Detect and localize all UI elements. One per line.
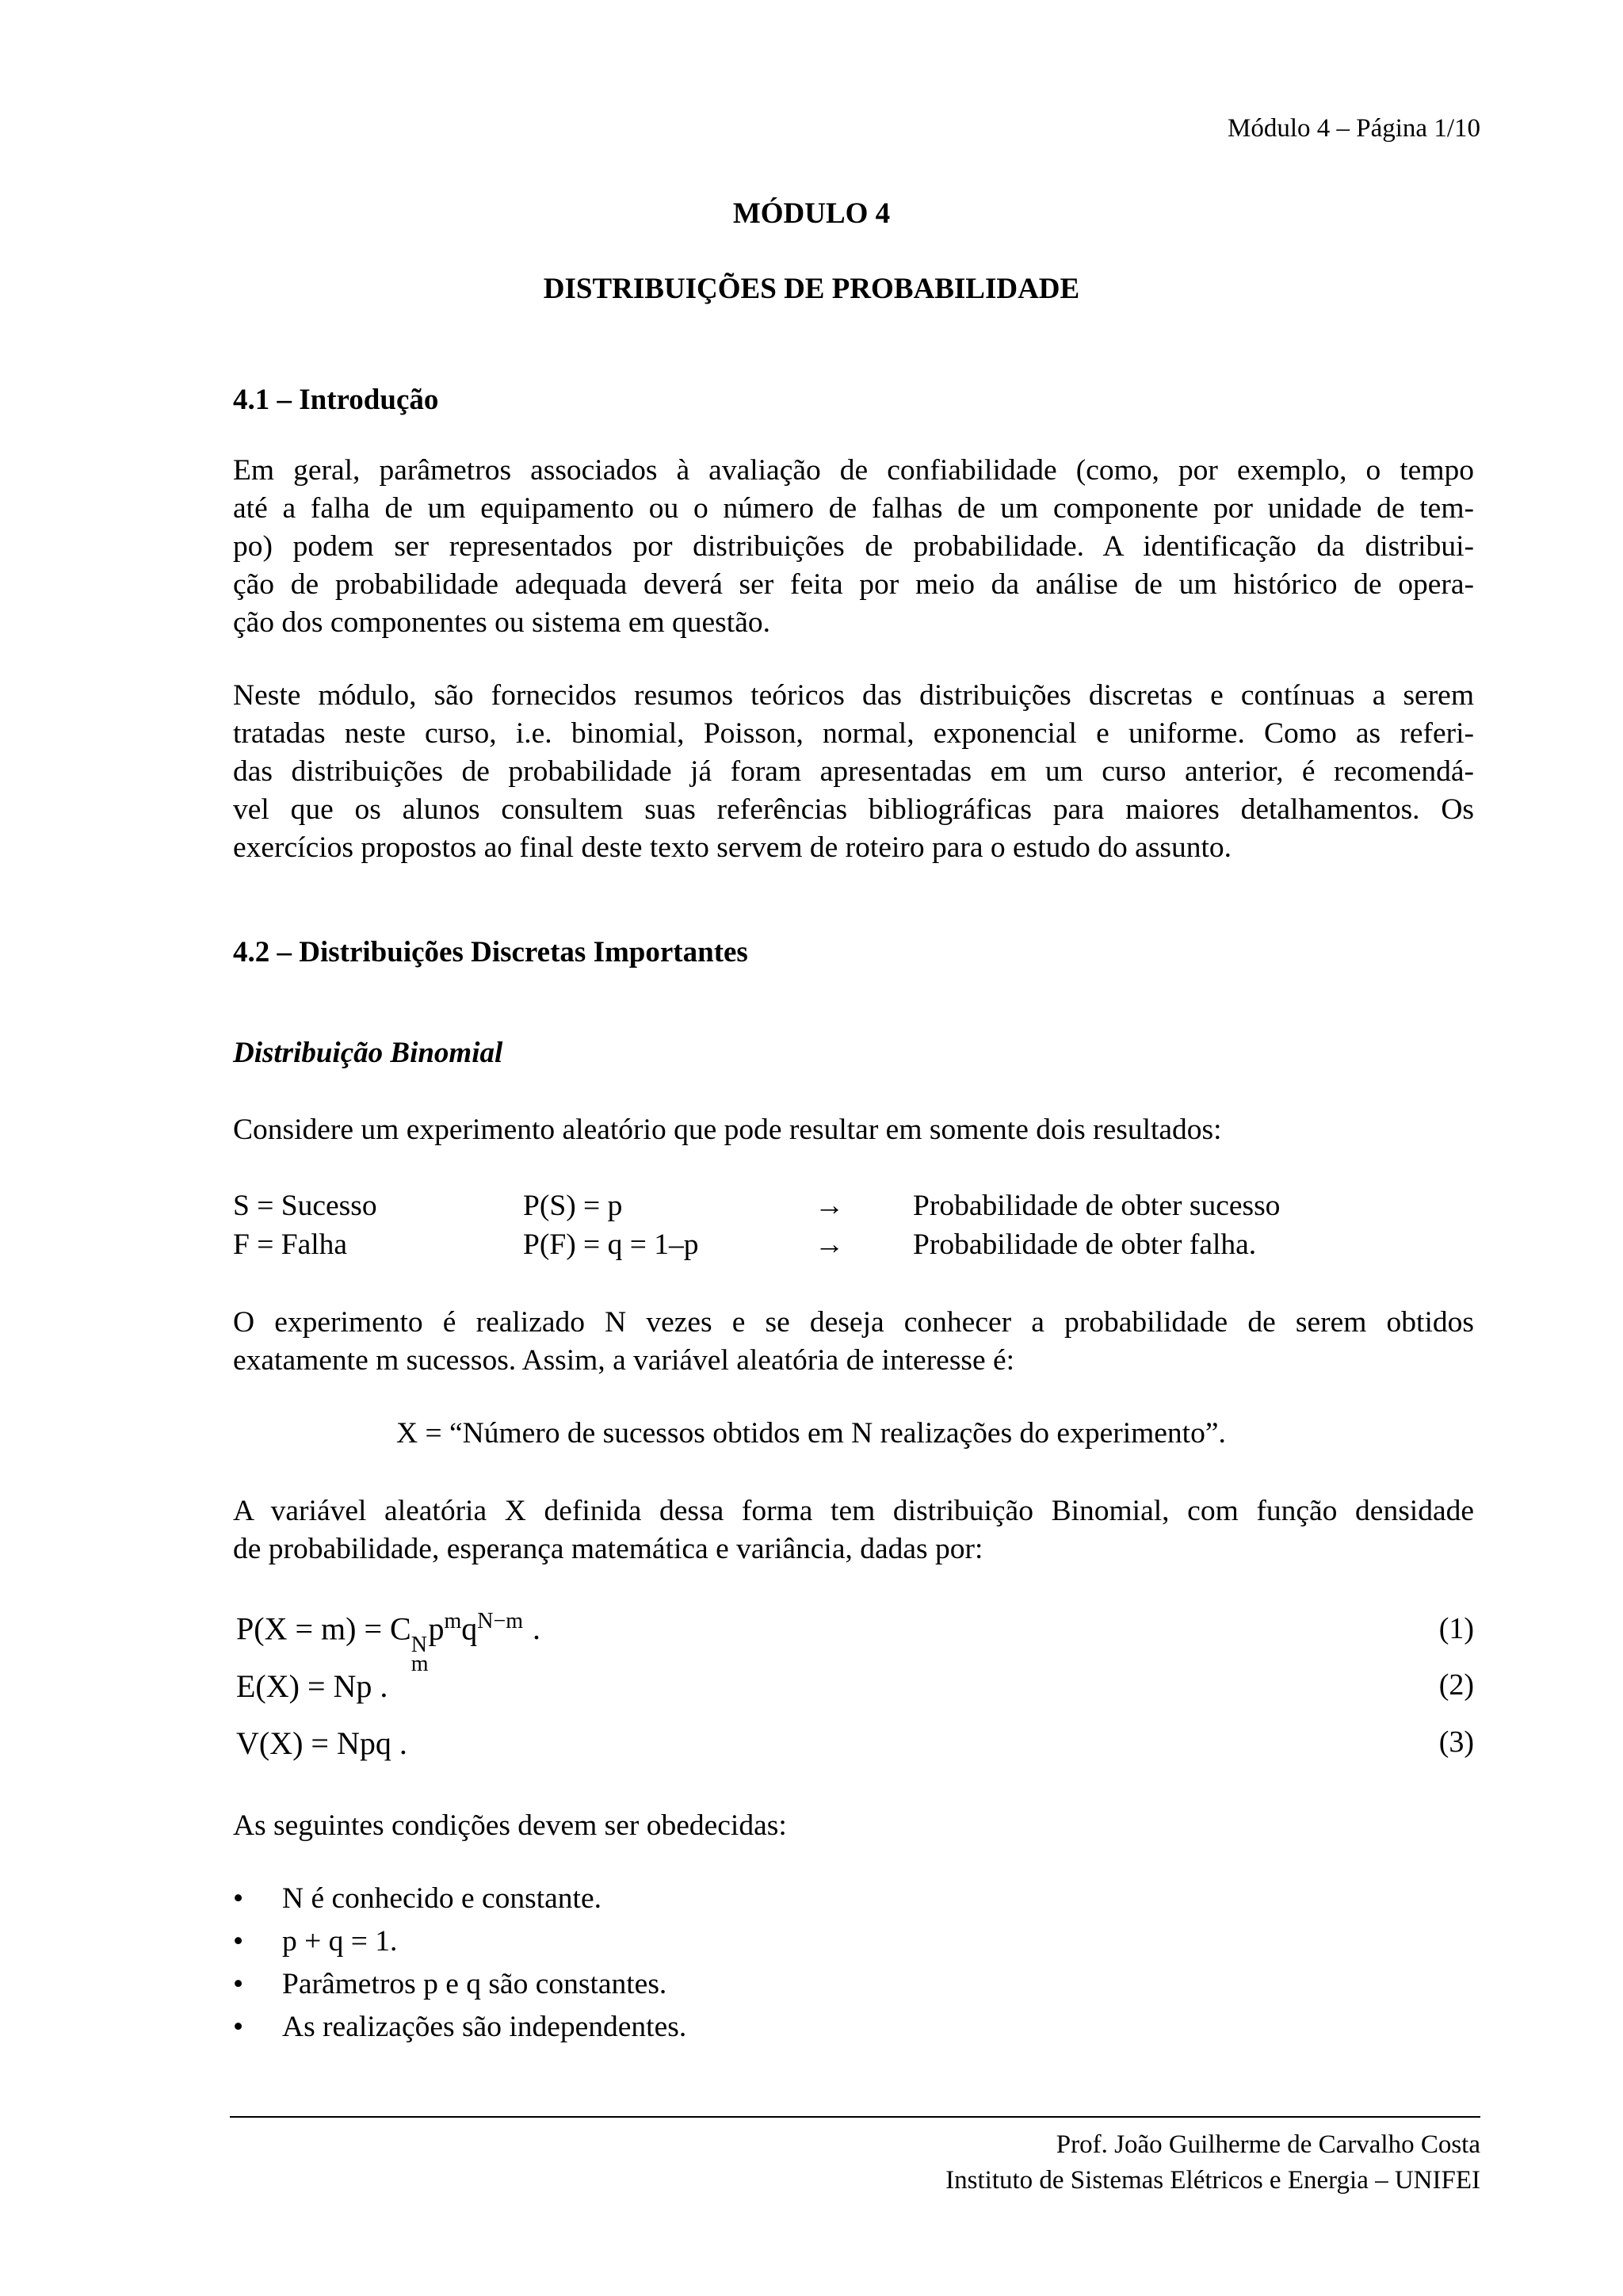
conditions-intro-text: As seguintes condições devem ser obedecidas:: [233, 1809, 787, 1842]
experiment-paragraph: [233, 1304, 1474, 1380]
q-exponent: N−m: [477, 1609, 524, 1633]
paragraph-line: Neste módulo, são fornecidos resumos teóricos das distribuições discretas e contínuas a serem: [233, 679, 1474, 712]
paragraph-line: exatamente m sucessos. Assim, a variável aleatória de interesse é:: [233, 1344, 1015, 1377]
list-item-text: N é conhecido e constante.: [282, 1882, 601, 1915]
equation-number: (3): [1438, 1725, 1474, 1759]
paragraph-line: até a falha de um equipamento ou o número de falhas de um componente por unidade de tem-: [233, 492, 1474, 525]
random-variable-definition: X = “Número de sucessos obtidos em N realizações do experimento”.: [396, 1417, 1226, 1450]
paragraph-line: ção de probabilidade adequada deverá ser feita por meio da análise de um histórico de opera-: [233, 568, 1474, 601]
bullet-icon: •: [233, 2011, 244, 2043]
paragraph-line: po) podem ser representados por distribuições de probabilidade. A identificação da distribui-: [233, 530, 1474, 563]
arrow-icon: →: [815, 1190, 845, 1222]
section-heading-introduction: 4.1 – Introdução: [233, 384, 439, 416]
equation-binomial-pmf: [236, 1609, 541, 1676]
arrow-icon: →: [815, 1228, 845, 1261]
bullet-icon: •: [233, 1882, 244, 1915]
combination-m: m: [411, 1651, 429, 1676]
list-item-text: Parâmetros p e q são constantes.: [282, 1968, 667, 2000]
subsection-heading-binomial: Distribuição Binomial: [233, 1037, 503, 1069]
footer-author: Prof. João Guilherme de Carvalho Costa: [1056, 2130, 1480, 2159]
paragraph-line: exercícios propostos ao final deste texto servem de roteiro para o estudo do assunto.: [233, 831, 1232, 864]
paragraph-line: A variável aleatória X definida dessa forma tem distribuição Binomial, com função densidade: [233, 1495, 1474, 1527]
equation-binomial-variance: V(X) = Npq .: [236, 1725, 407, 1761]
intro-paragraph-2: [233, 677, 1474, 867]
bullet-icon: •: [233, 1968, 244, 2000]
paragraph-line: Em geral, parâmetros associados à avaliação de confiabilidade (como, por exemplo, o tempo: [233, 454, 1474, 487]
paragraph-line: O experimento é realizado N vezes e se deseja conhecer a probabilidade de serem obtidos: [233, 1306, 1474, 1339]
document-title: DISTRIBUIÇÕES DE PROBABILIDADE: [543, 273, 1080, 305]
equation-lhs: P(X = m) = C: [236, 1610, 411, 1647]
distribution-paragraph: [233, 1492, 1474, 1568]
event-label: S = Sucesso: [233, 1190, 377, 1222]
probability-expression: P(S) = p: [523, 1190, 623, 1222]
equation-number: (2): [1438, 1668, 1474, 1702]
section-heading-discrete-distributions: 4.2 – Distribuições Discretas Importantes: [233, 936, 748, 968]
list-item: [233, 1924, 397, 1958]
paragraph-line: tratadas neste curso, i.e. binomial, Poisson, normal, exponencial e uniforme. Como as referi-: [233, 717, 1474, 750]
equation-number: (1): [1438, 1612, 1474, 1645]
binomial-intro-text: Considere um experimento aleatório que pode resultar em somente dois resultados:: [233, 1114, 1222, 1146]
paragraph-line: de probabilidade, esperança matemática e variância, dadas por:: [233, 1533, 983, 1565]
list-item: [233, 1881, 601, 1916]
equation-binomial-mean: E(X) = Np .: [236, 1668, 388, 1704]
event-description: Probabilidade de obter falha.: [913, 1228, 1257, 1261]
footer-institution: Instituto de Sistemas Elétricos e Energia – UNIFEI: [945, 2166, 1480, 2195]
event-description: Probabilidade de obter sucesso: [913, 1190, 1281, 1222]
combination-n: N: [411, 1632, 427, 1657]
equation-period: .: [533, 1610, 541, 1647]
module-title: MÓDULO 4: [732, 197, 891, 230]
footer-divider: [230, 2116, 1480, 2118]
p-exponent: m: [444, 1609, 462, 1633]
paragraph-line: vel que os alunos consultem suas referências bibliográficas para maiores detalhamentos. Os: [233, 793, 1474, 826]
list-item-text: p + q = 1.: [282, 1925, 398, 1958]
list-item: [233, 1967, 666, 2001]
equation-p: p: [428, 1610, 445, 1647]
list-item-text: As realizações são independentes.: [282, 2011, 687, 2043]
event-label: F = Falha: [233, 1228, 348, 1261]
paragraph-line: das distribuições de probabilidade já foram apresentadas em um curso anterior, é recomendá-: [233, 755, 1474, 788]
paragraph-line: ção dos componentes ou sistema em questão.: [233, 606, 770, 639]
page-number-label: Módulo 4 – Página 1/10: [1228, 114, 1480, 143]
list-item: [233, 2010, 686, 2044]
combination-indices: [411, 1632, 429, 1676]
equation-q: q: [461, 1610, 478, 1647]
intro-paragraph-1: [233, 452, 1474, 642]
probability-expression: P(F) = q = 1–p: [523, 1228, 699, 1261]
bullet-icon: •: [233, 1925, 244, 1958]
